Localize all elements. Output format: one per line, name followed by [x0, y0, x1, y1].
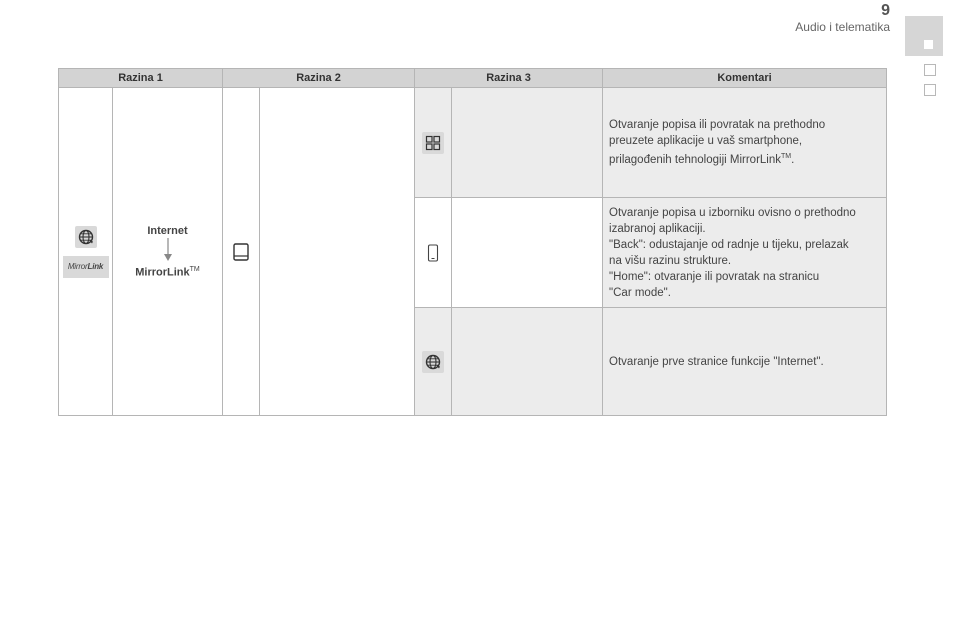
level3-empty-cell-2	[452, 198, 603, 308]
level2-icon-cell	[223, 88, 260, 416]
section-title: Audio i telematika	[795, 20, 890, 34]
level3-empty-cell-1	[452, 88, 603, 198]
comment-cell-2	[603, 198, 887, 308]
level3-icon-cell-2	[415, 198, 452, 308]
tab-marker	[924, 40, 933, 49]
level3-empty-cell-3	[452, 308, 603, 416]
side-tab-2[interactable]	[924, 64, 936, 76]
header-level-1: Razina 1	[59, 69, 223, 88]
menu-label-mirrorlink: MirrorLink™	[135, 265, 200, 279]
level2-empty-cell	[260, 88, 415, 416]
level3-icon-cell-1	[415, 88, 452, 198]
side-tab-3[interactable]	[924, 84, 936, 96]
grid-icon	[422, 132, 444, 154]
header-level-2: Razina 2	[223, 69, 415, 88]
menu-label-internet: Internet	[147, 224, 188, 237]
level3-icon-cell-3	[415, 308, 452, 416]
comment-cell-1	[603, 88, 887, 198]
level1-icons-cell	[59, 88, 113, 416]
mirrorlink-logo	[63, 256, 109, 278]
tablet-icon	[232, 242, 250, 262]
level1-label-cell	[113, 88, 223, 416]
page-number: 9	[881, 2, 890, 19]
menu-table	[58, 68, 887, 416]
comment-text-2: Otvaranje popisa u izborniku ovisno o prethodno izabranoj aplikaciji. "Back": odustajanje od radnje u tijeku, prelazak na višu razinu strukture. "Home": otvaranje ili povratak na stranicu "Car mode".	[609, 206, 856, 299]
table-header-row	[59, 69, 887, 88]
header-level-3: Razina 3	[415, 69, 603, 88]
logo-text-b: Link	[87, 262, 104, 271]
logo-text-a: Mirror	[67, 262, 88, 271]
comment-cell-3	[603, 308, 887, 416]
header-comments: Komentari	[603, 69, 887, 88]
side-tab-active[interactable]	[905, 16, 943, 56]
comment-text-3: Otvaranje prve stranice funkcije "Internet".	[609, 355, 824, 368]
comment-text-1: Otvaranje popisa ili povratak na prethodno preuzete aplikacije u vaš smartphone, prilagođenih tehnologiji MirrorLink™.	[609, 119, 826, 166]
globe-icon	[75, 226, 97, 248]
arrow-down-icon	[163, 238, 173, 262]
globe-icon	[422, 351, 444, 373]
table-row	[59, 88, 887, 198]
smartphone-icon	[422, 242, 444, 264]
